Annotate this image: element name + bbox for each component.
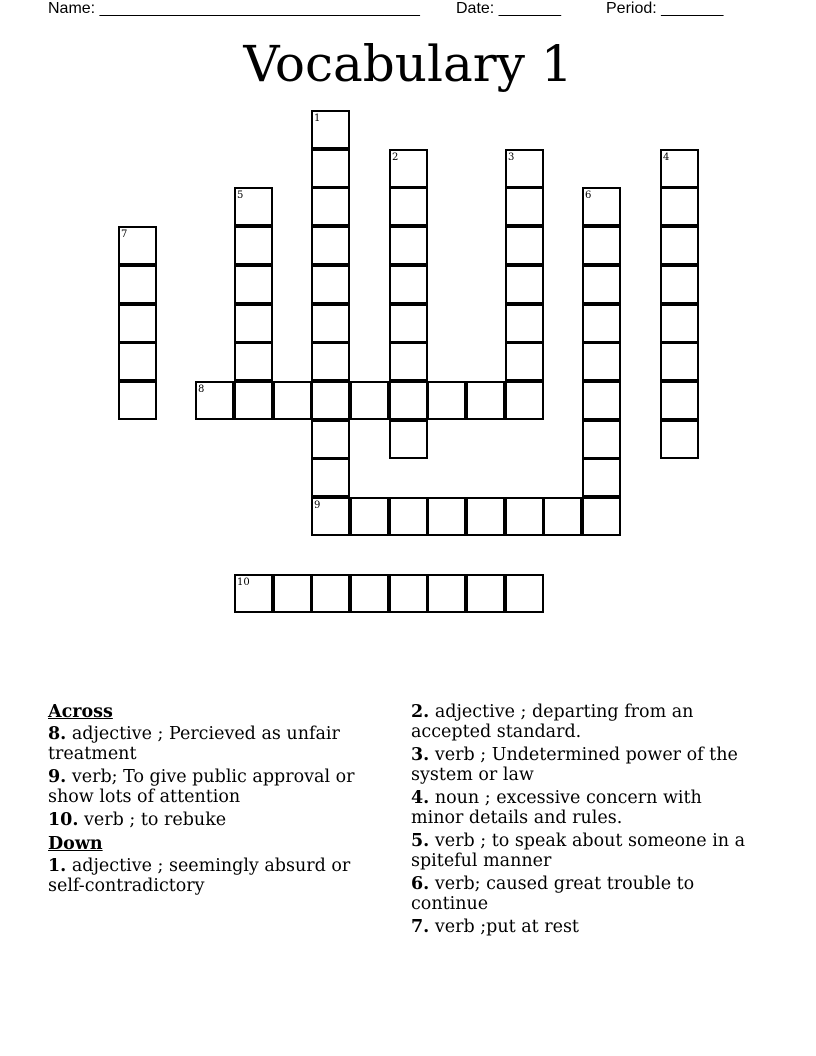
clue-down-2 (411, 702, 751, 742)
crossword-cell[interactable] (234, 574, 273, 613)
crossword-cell[interactable] (660, 420, 699, 459)
clue-across-8 (48, 724, 388, 764)
crossword-cell[interactable] (466, 574, 505, 613)
clue-number: 2. (411, 702, 430, 722)
crossword-cell[interactable] (505, 226, 544, 265)
clue-down-1 (48, 856, 388, 896)
crossword-cell[interactable] (350, 381, 389, 420)
clue-text: adjective ; Percieved as unfair treatment (48, 724, 340, 764)
crossword-cell[interactable] (389, 497, 428, 536)
crossword-cell[interactable] (311, 110, 350, 149)
crossword-cell[interactable] (311, 304, 350, 343)
clue-number: 10. (48, 810, 79, 830)
crossword-cell[interactable] (311, 497, 350, 536)
date-field[interactable]: Date: _______ (456, 0, 561, 17)
clue-number-label: 8 (198, 384, 205, 395)
across-heading: Across (48, 702, 113, 722)
crossword-cell[interactable] (427, 497, 466, 536)
crossword-cell[interactable] (234, 226, 273, 265)
crossword-cell[interactable] (389, 342, 428, 381)
clue-number-label: 2 (392, 152, 399, 163)
crossword-cell[interactable] (582, 420, 621, 459)
crossword-cell[interactable] (660, 226, 699, 265)
crossword-cell[interactable] (466, 381, 505, 420)
crossword-cell[interactable] (427, 574, 466, 613)
clue-across-10 (48, 810, 388, 830)
crossword-cell[interactable] (582, 458, 621, 497)
crossword-cell[interactable] (389, 187, 428, 226)
clue-text: adjective ; departing from an accepted standard. (411, 702, 694, 742)
crossword-cell[interactable] (505, 265, 544, 304)
clue-number-label: 5 (237, 190, 244, 201)
crossword-cell[interactable] (582, 187, 621, 226)
crossword-cell[interactable] (582, 265, 621, 304)
crossword-cell[interactable] (466, 497, 505, 536)
clue-across-9 (48, 767, 388, 807)
crossword-cell[interactable] (505, 187, 544, 226)
crossword-cell[interactable] (118, 342, 157, 381)
clue-down-4 (411, 788, 751, 828)
clue-number: 6. (411, 874, 430, 894)
clue-text: verb; To give public approval or show lots of attention (48, 767, 355, 807)
crossword-cell[interactable] (234, 342, 273, 381)
clue-text: verb ; to speak about someone in a spiteful manner (411, 831, 746, 871)
crossword-cell[interactable] (543, 497, 582, 536)
page-title: Vocabulary 1 (243, 35, 573, 93)
crossword-cell[interactable] (389, 149, 428, 188)
crossword-cell[interactable] (273, 381, 312, 420)
crossword-cell[interactable] (273, 574, 312, 613)
clue-number: 7. (411, 917, 430, 937)
crossword-cell[interactable] (311, 381, 350, 420)
crossword-cell[interactable] (660, 342, 699, 381)
crossword-cell[interactable] (118, 304, 157, 343)
clue-down-6 (411, 874, 751, 914)
clue-number-label: 9 (314, 500, 321, 511)
clues-right-column (411, 702, 751, 940)
crossword-cell[interactable] (660, 304, 699, 343)
crossword-cell[interactable] (234, 381, 273, 420)
crossword-cell[interactable] (660, 149, 699, 188)
crossword-cell[interactable] (234, 187, 273, 226)
clue-number-label: 4 (663, 152, 670, 163)
clue-text: verb; caused great trouble to continue (411, 874, 695, 914)
crossword-cell[interactable] (311, 226, 350, 265)
clue-number: 9. (48, 767, 67, 787)
crossword-cell[interactable] (311, 265, 350, 304)
crossword-cell[interactable] (311, 574, 350, 613)
down-heading: Down (48, 834, 103, 854)
crossword-cell[interactable] (389, 574, 428, 613)
crossword-cell[interactable] (582, 304, 621, 343)
crossword-cell[interactable] (660, 265, 699, 304)
crossword-cell[interactable] (118, 381, 157, 420)
crossword-cell[interactable] (389, 265, 428, 304)
crossword-cell[interactable] (582, 497, 621, 536)
crossword-cell[interactable] (582, 226, 621, 265)
crossword-cell[interactable] (389, 381, 428, 420)
clue-down-7 (411, 917, 751, 937)
clue-text: verb ; to rebuke (84, 810, 227, 830)
crossword-cell[interactable] (234, 265, 273, 304)
crossword-cell[interactable] (582, 381, 621, 420)
clue-number: 8. (48, 724, 67, 744)
clue-text: verb ; Undetermined power of the system or law (411, 745, 738, 785)
clue-number-label: 1 (314, 113, 321, 124)
crossword-cell[interactable] (389, 304, 428, 343)
crossword-cell[interactable] (118, 226, 157, 265)
crossword-cell[interactable] (389, 420, 428, 459)
crossword-cell[interactable] (660, 381, 699, 420)
clue-text: noun ; excessive concern with minor details and rules. (411, 788, 702, 828)
crossword-cell[interactable] (505, 381, 544, 420)
crossword-cell[interactable] (660, 187, 699, 226)
crossword-cell[interactable] (195, 381, 234, 420)
clue-number: 5. (411, 831, 430, 851)
crossword-cell[interactable] (505, 304, 544, 343)
clue-number: 1. (48, 856, 67, 876)
crossword-cell[interactable] (311, 420, 350, 459)
clue-down-5 (411, 831, 751, 871)
clue-number: 3. (411, 745, 430, 765)
crossword-cell[interactable] (311, 458, 350, 497)
clue-text: adjective ; seemingly absurd or self-contradictory (48, 856, 351, 896)
crossword-cell[interactable] (311, 342, 350, 381)
crossword-cell[interactable] (505, 574, 544, 613)
clue-number-label: 7 (121, 229, 128, 240)
crossword-cell[interactable] (350, 574, 389, 613)
crossword-cell[interactable] (311, 149, 350, 188)
crossword-cell[interactable] (389, 226, 428, 265)
clue-number-label: 3 (508, 152, 515, 163)
clue-down-3 (411, 745, 751, 785)
crossword-cell[interactable] (311, 187, 350, 226)
crossword-cell[interactable] (582, 342, 621, 381)
clue-number-label: 6 (585, 190, 592, 201)
clue-number: 4. (411, 788, 430, 808)
crossword-cell[interactable] (118, 265, 157, 304)
crossword-cell[interactable] (505, 342, 544, 381)
period-field[interactable]: Period: _______ (606, 0, 724, 17)
crossword-cell[interactable] (350, 497, 389, 536)
clues-left-column (48, 702, 388, 899)
crossword-cell[interactable] (427, 381, 466, 420)
clue-number-label: 10 (237, 577, 250, 588)
crossword-cell[interactable] (234, 304, 273, 343)
clue-text: verb ;put at rest (434, 917, 579, 937)
name-field[interactable]: Name: ____________________________________ (48, 0, 420, 17)
crossword-cell[interactable] (505, 149, 544, 188)
crossword-cell[interactable] (505, 497, 544, 536)
